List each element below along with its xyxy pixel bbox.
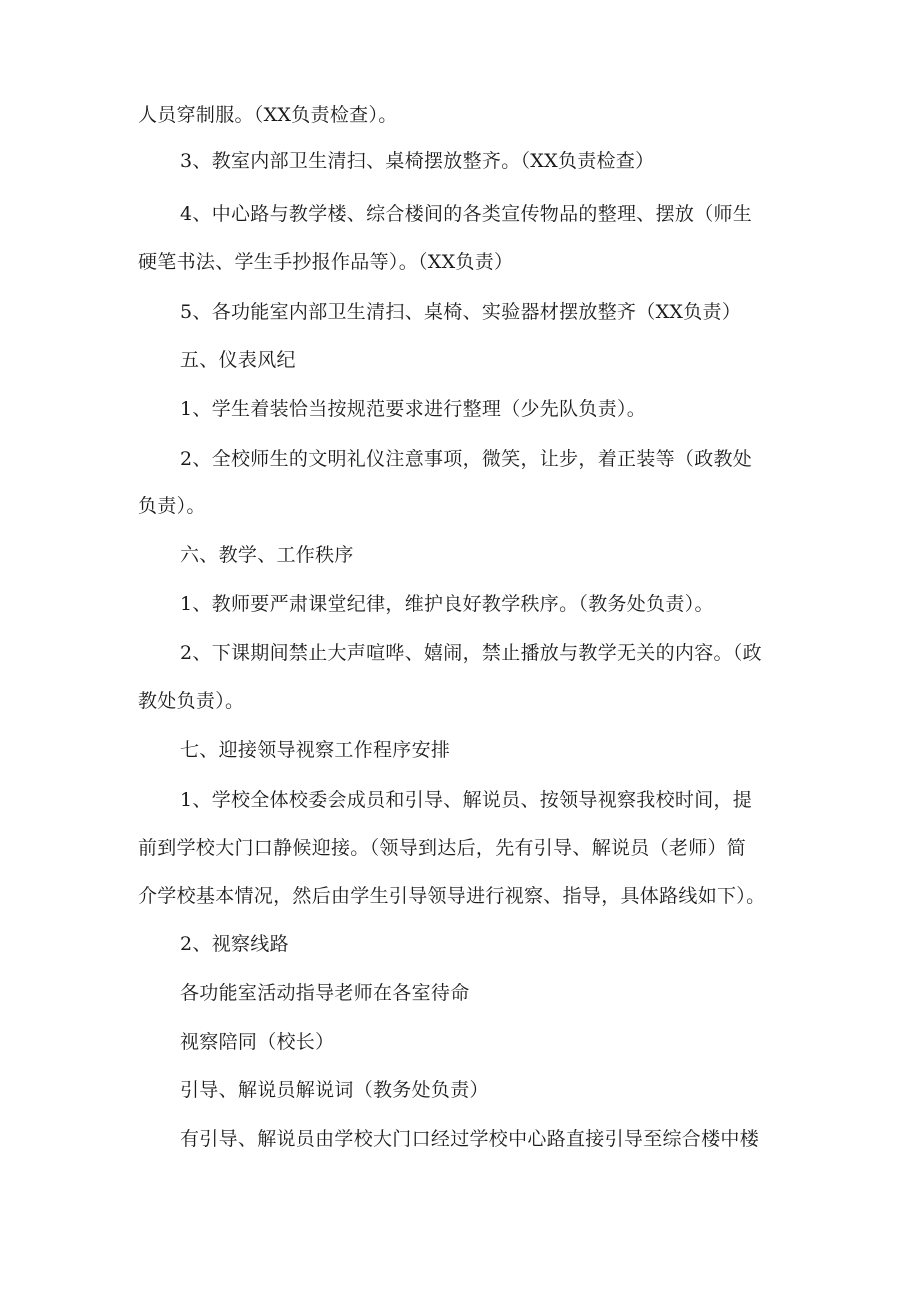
text-line: 引导、解说员解说词（教务处负责） xyxy=(180,1079,489,1101)
text-line: 1、学校全体校委会成员和引导、解说员、按领导视察我校时间，提 xyxy=(180,789,753,811)
section-heading: 五、仪表风纪 xyxy=(180,349,296,371)
text-line: 视察陪同（校长） xyxy=(180,1031,335,1053)
text-line: 前到学校大门口静候迎接。（领导到达后，先有引导、解说员（老师）简 xyxy=(138,837,747,859)
text-line: 有引导、解说员由学校大门口经过学校中心路直接引导至综合楼中楼 xyxy=(180,1128,760,1150)
section-heading: 七、迎接领导视察工作程序安排 xyxy=(180,739,451,761)
text-line: 2、全校师生的文明礼仪注意事项，微笑，让步，着正装等（政教处 xyxy=(180,448,753,470)
text-line: 各功能室活动指导老师在各室待命 xyxy=(180,982,470,1004)
text-line: 人员穿制服。（XX负责检查）。 xyxy=(138,104,398,126)
text-line: 1、学生着装恰当按规范要求进行整理（少先队负责）。 xyxy=(180,398,647,420)
text-line: 2、下课期间禁止大声喧哗、嬉闹，禁止播放与教学无关的内容。（政 xyxy=(180,642,762,664)
text-line: 1、教师要严肃课堂纪律，维护良好教学秩序。（教务处负责）。 xyxy=(180,593,714,615)
text-line: 3、教室内部卫生清扫、桌椅摆放整齐。（XX负责检查） xyxy=(180,150,655,172)
text-line: 介学校基本情况，然后由学生引导领导进行视察、指导，具体路线如下）。 xyxy=(138,885,766,907)
text-line: 硬笔书法、学生手抄报作品等）。（XX负责） xyxy=(138,251,514,273)
text-line: 教处负责）。 xyxy=(138,690,245,712)
section-heading: 六、教学、工作秩序 xyxy=(180,544,354,566)
text-line: 5、各功能室内部卫生清扫、桌椅、实验器材摆放整齐（XX负责） xyxy=(180,301,742,323)
text-line: 2、视察线路 xyxy=(180,933,289,955)
text-line: 负责）。 xyxy=(138,495,206,517)
text-line: 4、中心路与教学楼、综合楼间的各类宣传物品的整理、摆放（师生 xyxy=(180,203,753,225)
